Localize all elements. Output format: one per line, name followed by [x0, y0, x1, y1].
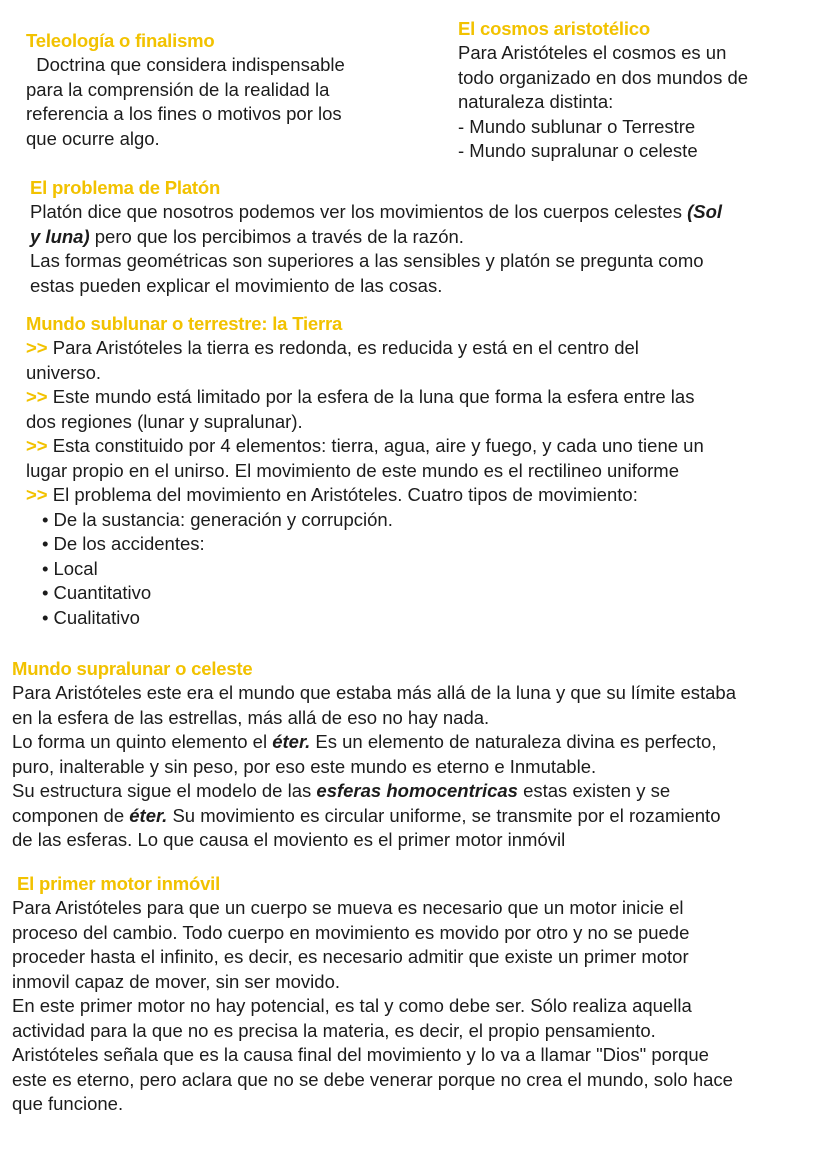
text-line: dos regiones (lunar y supralunar). [26, 410, 303, 432]
text-line: que funcione. [12, 1093, 124, 1114]
text-line [26, 385, 704, 410]
section-title-sublunar: Mundo sublunar o terrestre: la Tierra [26, 313, 343, 334]
arrow-marker: >> [26, 435, 48, 456]
text-line: referencia a los fines o motivos por los [26, 103, 342, 124]
text-line: lugar propio en el unirso. El movimiento de este mundo es el rectilineo uniforme [26, 459, 679, 481]
emphasis-text: (Sol [687, 201, 723, 222]
text-line: Aristóteles señala que es la causa final del movimiento y lo va a llamar "Dios" porque [12, 1044, 709, 1065]
list-item: • Cualitativo [26, 606, 704, 631]
text-line: - Mundo supralunar o celeste [458, 140, 698, 161]
text-line: naturaleza distinta: [458, 91, 614, 112]
text-line [26, 336, 704, 361]
arrow-marker: >> [26, 386, 48, 407]
section-teleologia [26, 29, 345, 151]
emphasis-text: éter. [129, 804, 168, 826]
section-cosmos [458, 17, 748, 164]
text-run: pero que los percibimos a través de la razón. [89, 225, 464, 247]
list-item: • De los accidentes: [26, 532, 704, 557]
section-title-platon: El problema de Platón [30, 177, 221, 198]
text-line: estas pueden explicar el movimiento de las cosas. [30, 274, 443, 296]
text-run: estas existen y se [517, 780, 671, 801]
text-run: Platón dice que nosotros podemos ver los movimientos de los cuerpos celestes [30, 201, 688, 222]
text-run: Este mundo está limitado por la esfera de la luna que forma la esfera entre las [52, 386, 695, 407]
text-line: Para Aristóteles este era el mundo que estaba más allá de la luna y que su límite estaba [12, 682, 736, 703]
text-line [12, 779, 736, 804]
text-run: El problema del movimiento en Aristóteles. Cuatro tipos de movimiento: [52, 484, 638, 505]
list-item: • Local [26, 557, 704, 582]
section-title-supralunar: Mundo supralunar o celeste [12, 658, 253, 679]
text-line [12, 730, 736, 755]
text-run: Su estructura sigue el modelo de las [12, 780, 317, 801]
text-run: Esta constituido por 4 elementos: tierra, agua, aire y fuego, y cada uno tiene un [52, 435, 704, 456]
text-line: para la comprensión de la realidad la [26, 78, 330, 100]
section-supralunar [12, 657, 736, 853]
text-line: proceder hasta el infinito, es decir, es necesario admitir que existe un primer motor [12, 946, 689, 967]
section-motor [12, 872, 733, 1117]
text-run: Su movimiento es circular uniforme, se transmite por el rozamiento [167, 804, 721, 826]
text-line: de las esferas. Lo que causa el moviento es el primer motor inmóvil [12, 829, 566, 850]
text-line: En este primer motor no hay potencial, es tal y como debe ser. Sólo realiza aquella [12, 995, 692, 1016]
text-line: inmovil capaz de mover, sin ser movido. [12, 970, 340, 992]
text-line: Para Aristóteles el cosmos es un [458, 42, 727, 63]
text-line [12, 804, 736, 829]
list-item: • Cuantitativo [26, 581, 704, 606]
text-line: que ocurre algo. [26, 127, 160, 149]
text-line: Las formas geométricas son superiores a las sensibles y platón se pregunta como [30, 250, 704, 271]
list-item: • De la sustancia: generación y corrupción. [26, 508, 704, 533]
arrow-marker: >> [26, 484, 48, 505]
section-sublunar [26, 312, 704, 630]
text-line: proceso del cambio. Todo cuerpo en movimiento es movido por otro y no se puede [12, 921, 690, 943]
text-line [30, 200, 722, 225]
section-title-teleologia: Teleología o finalismo [26, 30, 215, 51]
text-line: todo organizado en dos mundos de [458, 66, 749, 88]
text-line: universo. [26, 361, 102, 383]
emphasis-text: éter. [272, 731, 311, 752]
text-run: Lo forma un quinto elemento el [12, 731, 273, 752]
text-line [30, 225, 722, 250]
text-line: en la esfera de las estrellas, más allá de eso no hay nada. [12, 706, 490, 728]
emphasis-text: y luna) [30, 225, 90, 247]
text-run: componen de [12, 804, 130, 826]
text-line: actividad para la que no es precisa la materia, es decir, el propio pensamiento. [12, 1019, 656, 1041]
text-run: Para Aristóteles la tierra es redonda, es reducida y está en el centro del [52, 337, 639, 358]
text-line: este es eterno, pero aclara que no se debe venerar porque no crea el mundo, solo hace [12, 1068, 733, 1090]
section-platon [30, 176, 722, 298]
text-line: Para Aristóteles para que un cuerpo se mueva es necesario que un motor inicie el [12, 897, 684, 918]
arrow-marker: >> [26, 337, 48, 358]
section-title-motor: El primer motor inmóvil [17, 873, 221, 894]
text-line [26, 434, 704, 459]
text-line [26, 483, 704, 508]
text-line: puro, inalterable y sin peso, por eso este mundo es eterno e Inmutable. [12, 755, 597, 777]
text-run: Es un elemento de naturaleza divina es perfecto, [310, 731, 717, 752]
text-line: - Mundo sublunar o Terrestre [458, 115, 696, 137]
text-line: Doctrina que considera indispensable [26, 54, 345, 75]
section-title-cosmos: El cosmos aristotélico [458, 18, 650, 39]
emphasis-text: esferas homocentricas [316, 780, 518, 801]
